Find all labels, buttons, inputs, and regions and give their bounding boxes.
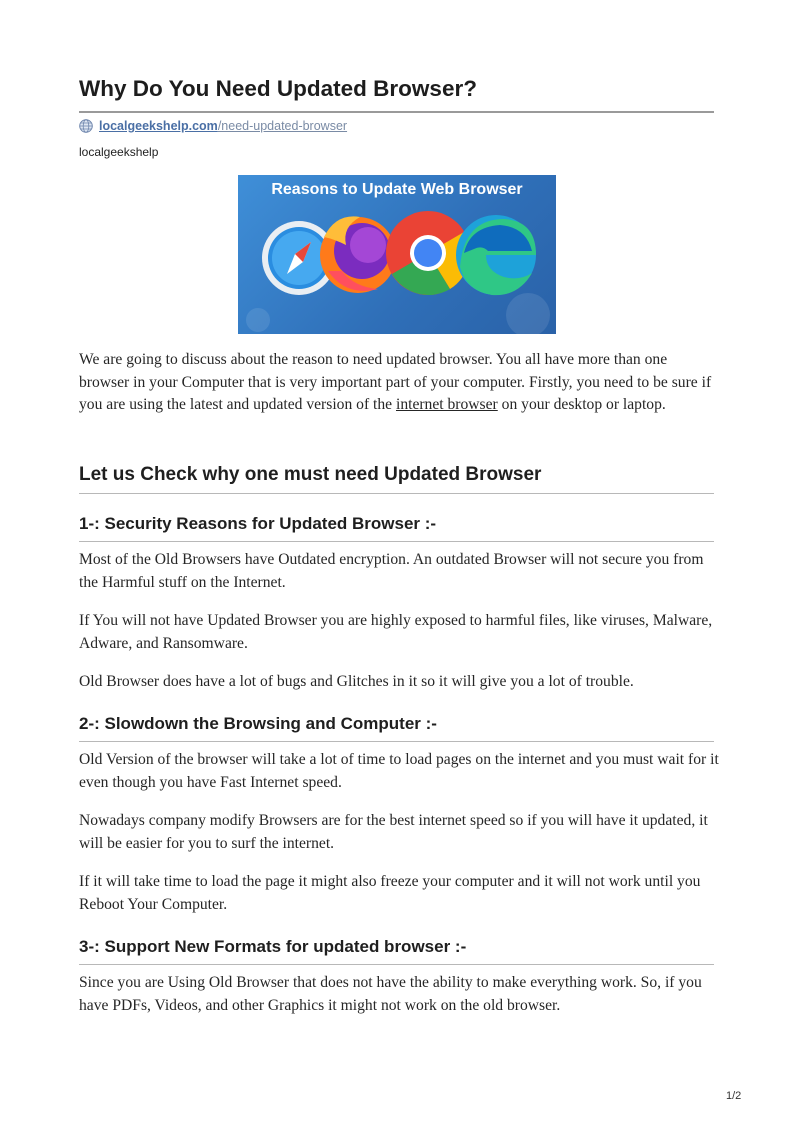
page-title: Why Do You Need Updated Browser? (79, 76, 477, 101)
section-2-heading: 2-: Slowdown the Browsing and Computer :- (79, 714, 437, 733)
edge-icon (456, 215, 536, 295)
section-1-divider (79, 541, 714, 542)
browser-logos (238, 175, 556, 334)
section-1-paragraph-3: Old Browser does have a lot of bugs and Glitches in it so it will give you a lot of trouble. (79, 673, 634, 690)
source-url[interactable] (79, 118, 347, 134)
intro-paragraph: We are going to discuss about the reason to need updated browser. You all have more than one browser in your Computer that is very important part of your computer. Firstly, you need to be sure if you are using the latest and updated version of the internet browser on your desktop or laptop. (79, 351, 712, 413)
section-3-paragraph-1: Since you are Using Old Browser that does not have the ability to make everything work. So, if you have PDFs, Videos, and other Graphics it might not work on the old browser. (79, 974, 702, 1014)
section-3-heading: 3-: Support New Formats for updated browser :- (79, 937, 467, 956)
url-domain-link[interactable]: localgeekshelp.com (99, 119, 218, 133)
title-divider (79, 111, 714, 113)
url-path-link[interactable]: /need-updated-browser (217, 119, 348, 133)
section-2-divider (79, 741, 714, 742)
section-1-paragraph-2: If You will not have Updated Browser you are highly exposed to harmful files, like viruses, Malware, Adware, and Ransomware. (79, 612, 713, 652)
section-1-heading: 1-: Security Reasons for Updated Browser :- (79, 514, 437, 533)
internet-browser-link[interactable]: internet browser (395, 396, 498, 413)
section-2-paragraph-3: If it will take time to load the page it might also freeze your computer and it will not work until you Reboot Your Computer. (79, 873, 701, 913)
section-2-paragraph-1: Old Version of the browser will take a lot of time to load pages on the internet and you must wait for it even though you have Fast Internet speed. (79, 751, 719, 791)
banner-title: Reasons to Update Web Browser (271, 181, 523, 198)
author-name: localgeekshelp (79, 145, 159, 159)
section-1-paragraph-1: Most of the Old Browsers have Outdated encryption. An outdated Browser will not secure you from the Harmful stuff on the Internet. (79, 551, 704, 591)
firefox-icon (320, 216, 396, 293)
section-3-divider (79, 964, 714, 965)
article-banner-image (238, 175, 556, 334)
section-2-paragraph-2: Nowadays company modify Browsers are for the best internet speed so if you will have it updated, it will be easier for you to surf the internet. (79, 812, 708, 852)
main-heading-divider (79, 493, 714, 494)
globe-icon (79, 119, 93, 133)
page-number: 1/2 (726, 1090, 742, 1102)
main-section-heading: Let us Check why one must need Updated Browser (79, 464, 542, 485)
